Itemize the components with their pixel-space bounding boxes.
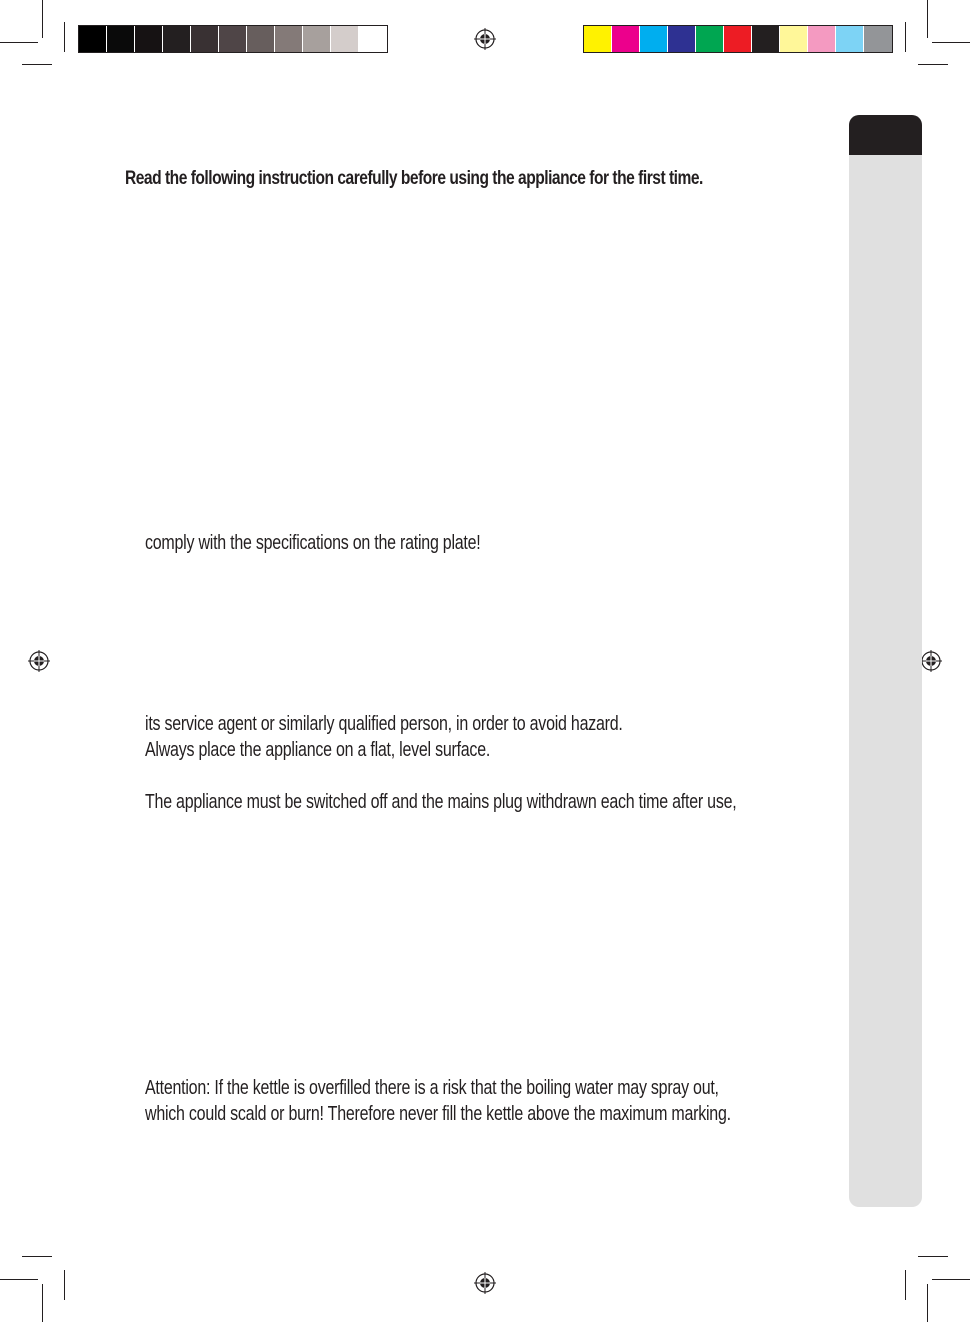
crop-mark-top-right-h [932,42,970,43]
color-swatch [836,26,864,52]
crop-mark-bottom-left-h [0,1279,38,1280]
crop-mark-top-right-h2 [918,64,948,65]
crop-mark-bottom-right-h2 [918,1256,948,1257]
registration-mark-icon [474,1272,496,1294]
registration-mark-icon [474,28,496,50]
crop-mark-top-left-h2 [22,64,52,65]
color-swatch [640,26,668,52]
crop-mark-bottom-right-v [927,1284,928,1322]
crop-mark-bottom-right-v2 [905,1270,906,1300]
grayscale-swatch-bar [78,25,388,53]
registration-mark-icon [28,650,50,672]
crop-mark-top-left-v [42,0,43,38]
color-swatch [584,26,612,52]
gray-swatch [303,26,331,52]
registration-mark-icon [920,650,942,672]
text-line-service-agent: its service agent or similarly qualified person, in order to avoid hazard. [145,713,623,735]
color-swatch [696,26,724,52]
text-line-rating-plate: comply with the specifications on the rating plate! [145,532,481,554]
crop-mark-top-left-h [0,42,38,43]
text-line-flat-surface: Always place the appliance on a flat, level surface. [145,739,491,761]
thumb-index-sidebar [849,115,922,1207]
gray-swatch [219,26,247,52]
crop-mark-top-right-v [927,0,928,38]
gray-swatch [331,26,359,52]
color-swatch [864,26,892,52]
color-swatch [724,26,752,52]
text-line-attention: Attention: If the kettle is overfilled there is a risk that the boiling water may spray out, [145,1077,719,1099]
crop-mark-bottom-left-v [42,1284,43,1322]
crop-mark-top-right-v2 [905,22,906,52]
color-swatch [780,26,808,52]
crop-mark-bottom-right-h [932,1279,970,1280]
gray-swatch [79,26,107,52]
gray-swatch [163,26,191,52]
thumb-index-tab [849,115,922,155]
gray-swatch [135,26,163,52]
color-swatch [668,26,696,52]
gray-swatch [359,26,387,52]
gray-swatch [107,26,135,52]
color-swatch [752,26,780,52]
text-line-scald-warning: which could scald or burn! Therefore never fill the kettle above the maximum marking. [145,1103,731,1125]
gray-swatch [275,26,303,52]
gray-swatch [191,26,219,52]
page-heading: Read the following instruction carefully before using the appliance for the first time. [125,168,703,189]
color-swatch [808,26,836,52]
color-swatch-bar [583,25,893,53]
crop-mark-top-left-v2 [64,22,65,52]
crop-mark-bottom-left-v2 [64,1270,65,1300]
gray-swatch [247,26,275,52]
crop-mark-bottom-left-h2 [22,1256,52,1257]
text-line-switch-off: The appliance must be switched off and the mains plug withdrawn each time after use, [145,791,737,813]
color-swatch [612,26,640,52]
